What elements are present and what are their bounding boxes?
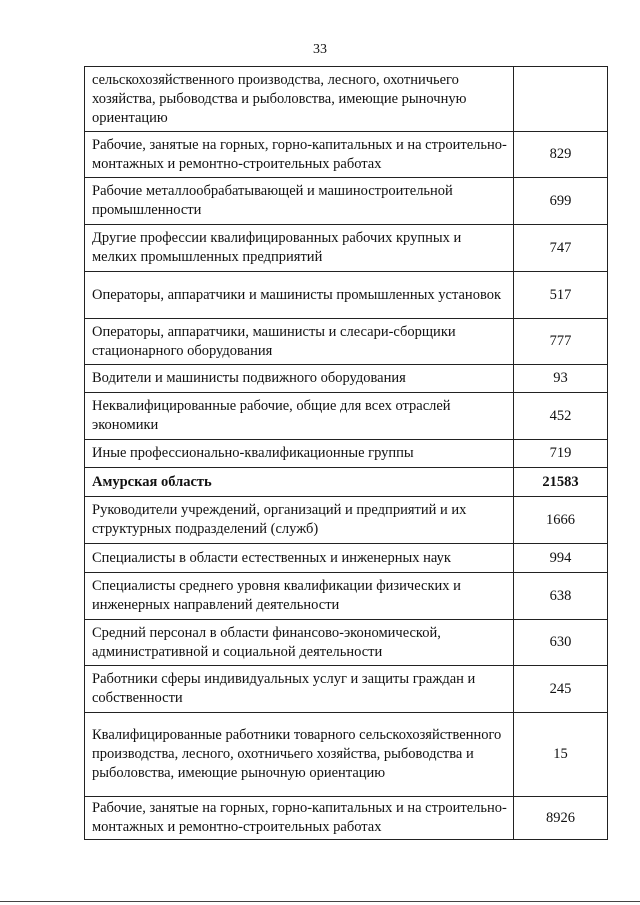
occupation-count: 994 <box>514 544 608 573</box>
occupation-name: Операторы, аппаратчики и машинисты промышленных установок <box>85 272 514 319</box>
occupation-table <box>84 66 608 840</box>
occupation-count: 829 <box>514 132 608 178</box>
occupation-count: 719 <box>514 440 608 468</box>
occupation-name: Другие профессии квалифицированных рабочих крупных и мелких промышленных предприятий <box>85 225 514 272</box>
table-row <box>85 620 608 666</box>
occupation-name: Операторы, аппаратчики, машинисты и слесари-сборщики стационарного оборудования <box>85 319 514 365</box>
occupation-count: 777 <box>514 319 608 365</box>
occupation-name: Водители и машинисты подвижного оборудования <box>85 365 514 393</box>
table-row <box>85 67 608 132</box>
occupation-name: сельскохозяйственного производства, лесного, охотничьего хозяйства, рыбоводства и рыболовства, имеющие рыночную ориентацию <box>85 67 514 132</box>
table-row <box>85 797 608 840</box>
occupation-count: 93 <box>514 365 608 393</box>
table-row <box>85 573 608 620</box>
occupation-count: 699 <box>514 178 608 225</box>
table-row <box>85 319 608 365</box>
occupation-count: 15 <box>514 713 608 797</box>
region-total-row <box>85 468 608 497</box>
table-row <box>85 132 608 178</box>
occupation-count: 747 <box>514 225 608 272</box>
occupation-name: Специалисты в области естественных и инженерных наук <box>85 544 514 573</box>
region-name: Амурская область <box>85 468 514 497</box>
occupation-count: 1666 <box>514 497 608 544</box>
occupation-count: 8926 <box>514 797 608 840</box>
occupation-name: Рабочие, занятые на горных, горно-капитальных и на строительно-монтажных и ремонтно-строительных работах <box>85 132 514 178</box>
region-total: 21583 <box>514 468 608 497</box>
occupation-name: Средний персонал в области финансово-экономической, административной и социальной деятельности <box>85 620 514 666</box>
occupation-name: Рабочие металлообрабатывающей и машиностроительной промышленности <box>85 178 514 225</box>
page-bottom-edge <box>0 901 640 902</box>
occupation-name: Работники сферы индивидуальных услуг и защиты граждан и собственности <box>85 666 514 713</box>
occupation-count: 517 <box>514 272 608 319</box>
occupation-name: Квалифицированные работники товарного сельскохозяйственного производства, лесного, охотничьего хозяйства, рыбоводства и рыболовства, имеющие рыночную ориентацию <box>85 713 514 797</box>
table-row <box>85 272 608 319</box>
table-row <box>85 440 608 468</box>
occupation-count: 245 <box>514 666 608 713</box>
occupation-count: 638 <box>514 573 608 620</box>
occupation-name: Руководители учреждений, организаций и предприятий и их структурных подразделений (служб) <box>85 497 514 544</box>
table-row <box>85 713 608 797</box>
occupation-name: Специалисты среднего уровня квалификации физических и инженерных направлений деятельности <box>85 573 514 620</box>
table-row <box>85 365 608 393</box>
occupation-name: Рабочие, занятые на горных, горно-капитальных и на строительно-монтажных и ремонтно-строительных работах <box>85 797 514 840</box>
table-row <box>85 225 608 272</box>
table-row <box>85 393 608 440</box>
table-row <box>85 497 608 544</box>
occupation-name: Неквалифицированные рабочие, общие для всех отраслей экономики <box>85 393 514 440</box>
occupation-count: 452 <box>514 393 608 440</box>
table-row <box>85 544 608 573</box>
table-row <box>85 666 608 713</box>
occupation-count: 630 <box>514 620 608 666</box>
page-number: 33 <box>313 42 327 57</box>
table-row <box>85 178 608 225</box>
occupation-count <box>514 67 608 132</box>
occupation-name: Иные профессионально-квалификационные группы <box>85 440 514 468</box>
